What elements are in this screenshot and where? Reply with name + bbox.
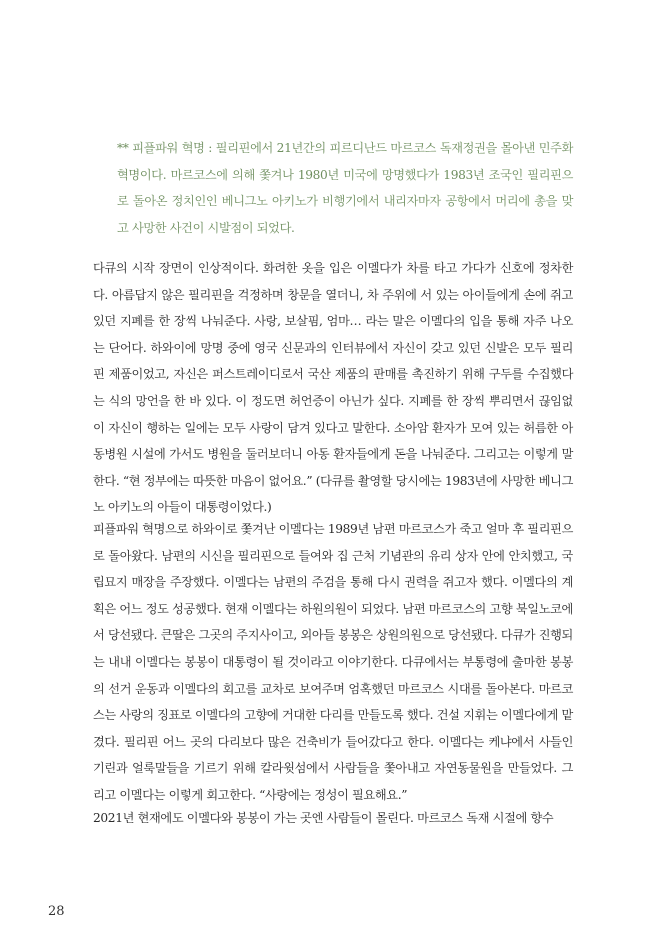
paragraph-2: 피플파워 혁명으로 하와이로 쫓겨난 이멜다는 1989년 남편 마르코스가 죽고 얼마 후 필리핀으로 돌아왔다. 남편의 시신을 필리핀으로 들여와 집 근처 기념관의 유리 상자 안에 안치했고, 국립묘지 매장을 주장했다. 이멜다는 남편의 주검을 통해 다시 권력을 쥐고자 했다. 이멜다의 계획은 어느 정도 성공했다. 현재 이멜다는 하원의원이 되었다. 남편 마르코스의 고향 북일노코에서 당선됐다. 큰딸은 그곳의 주지사이고, 외아들 봉봉은 상원의원으로 당선됐다. 다큐가 진행되는 내내 이멜다는 봉봉이 대통령이 될 것이라고 이야기한다. 다큐에서는 부통령에 출마한 봉봉의 선거 운동과 이멜다의 회고를 교차로 보여주며 엄혹했던 마르코스 시대를 돌아본다. 마르코스는 사랑의 징표로 이멜다의 고향에 거대한 다리를 만들도록 했다. 건설 지휘는 이멜다에게 맡겼다. 필리핀 어느 곳의 다리보다 많은 건축비가 들어갔다고 한다. 이멜다는 케냐에서 사들인 기린과 얼룩말들을 기르기 위해 칼라윗섬에서 사람들을 쫓아내고 자연동물원을 만들었다. 그리고 이멜다는 이렇게 회고한다. “사랑에는 정성이 필요해요.” (93, 522, 573, 802)
paragraph-1: 다큐의 시작 장면이 인상적이다. 화려한 옷을 입은 이멜다가 차를 타고 가다가 신호에 정차한다. 아름답지 않은 필리핀을 걱정하며 창문을 열더니, 차 주위에 서 있는 아이들에게 손에 쥐고 있던 지폐를 한 장씩 나눠준다. 사랑, 보살핌, 엄마… 라는 말은 이멜다의 입을 통해 자주 나오는 단어다. 하와이에 망명 중에 영국 신문과의 인터뷰에서 자신이 갖고 있던 신발은 모두 필리핀 제품이었고, 자신은 퍼스트레이디로서 국산 제품의 판매를 촉진하기 위해 구두를 수집했다는 식의 망언을 한 바 있다. 이 정도면 허언증이 아닌가 싶다. 지폐를 한 장씩 뿌리면서 끊임없이 자신이 행하는 일에는 모두 사랑이 담겨 있다고 말한다. 소아암 환자가 모여 있는 허름한 아동병원 시설에 가서도 병원을 둘러보더니 아동 환자들에게 돈을 나눠준다. 그리고는 이렇게 말한다. “현 정부에는 따뜻한 마음이 없어요.” (다큐를 촬영할 당시에는 1983년에 사망한 베니그노 아키노의 아들이 대통령이었다.) (93, 261, 573, 515)
paragraph-3: 2021년 현재에도 이멜다와 봉봉이 가는 곳엔 사람들이 몰린다. 마르코스 독재 시절에 향수 (93, 811, 554, 825)
footnote: ** 피플파워 혁명 : 필리핀에서 21년간의 피르디난드 마르코스 독재정권을 몰아낸 민주화 혁명이다. 마르코스에 의해 쫓겨나 1980년 미국에 망명했다가 1983년 조국인 필리핀으로 돌아온 정치인인 베니그노 아키노가 비행기에서 내리자마자 공항에서 머리에 총을 맞고 사망한 사건이 시발점이 되었다. (117, 141, 573, 235)
page-number: 28 (48, 904, 65, 919)
